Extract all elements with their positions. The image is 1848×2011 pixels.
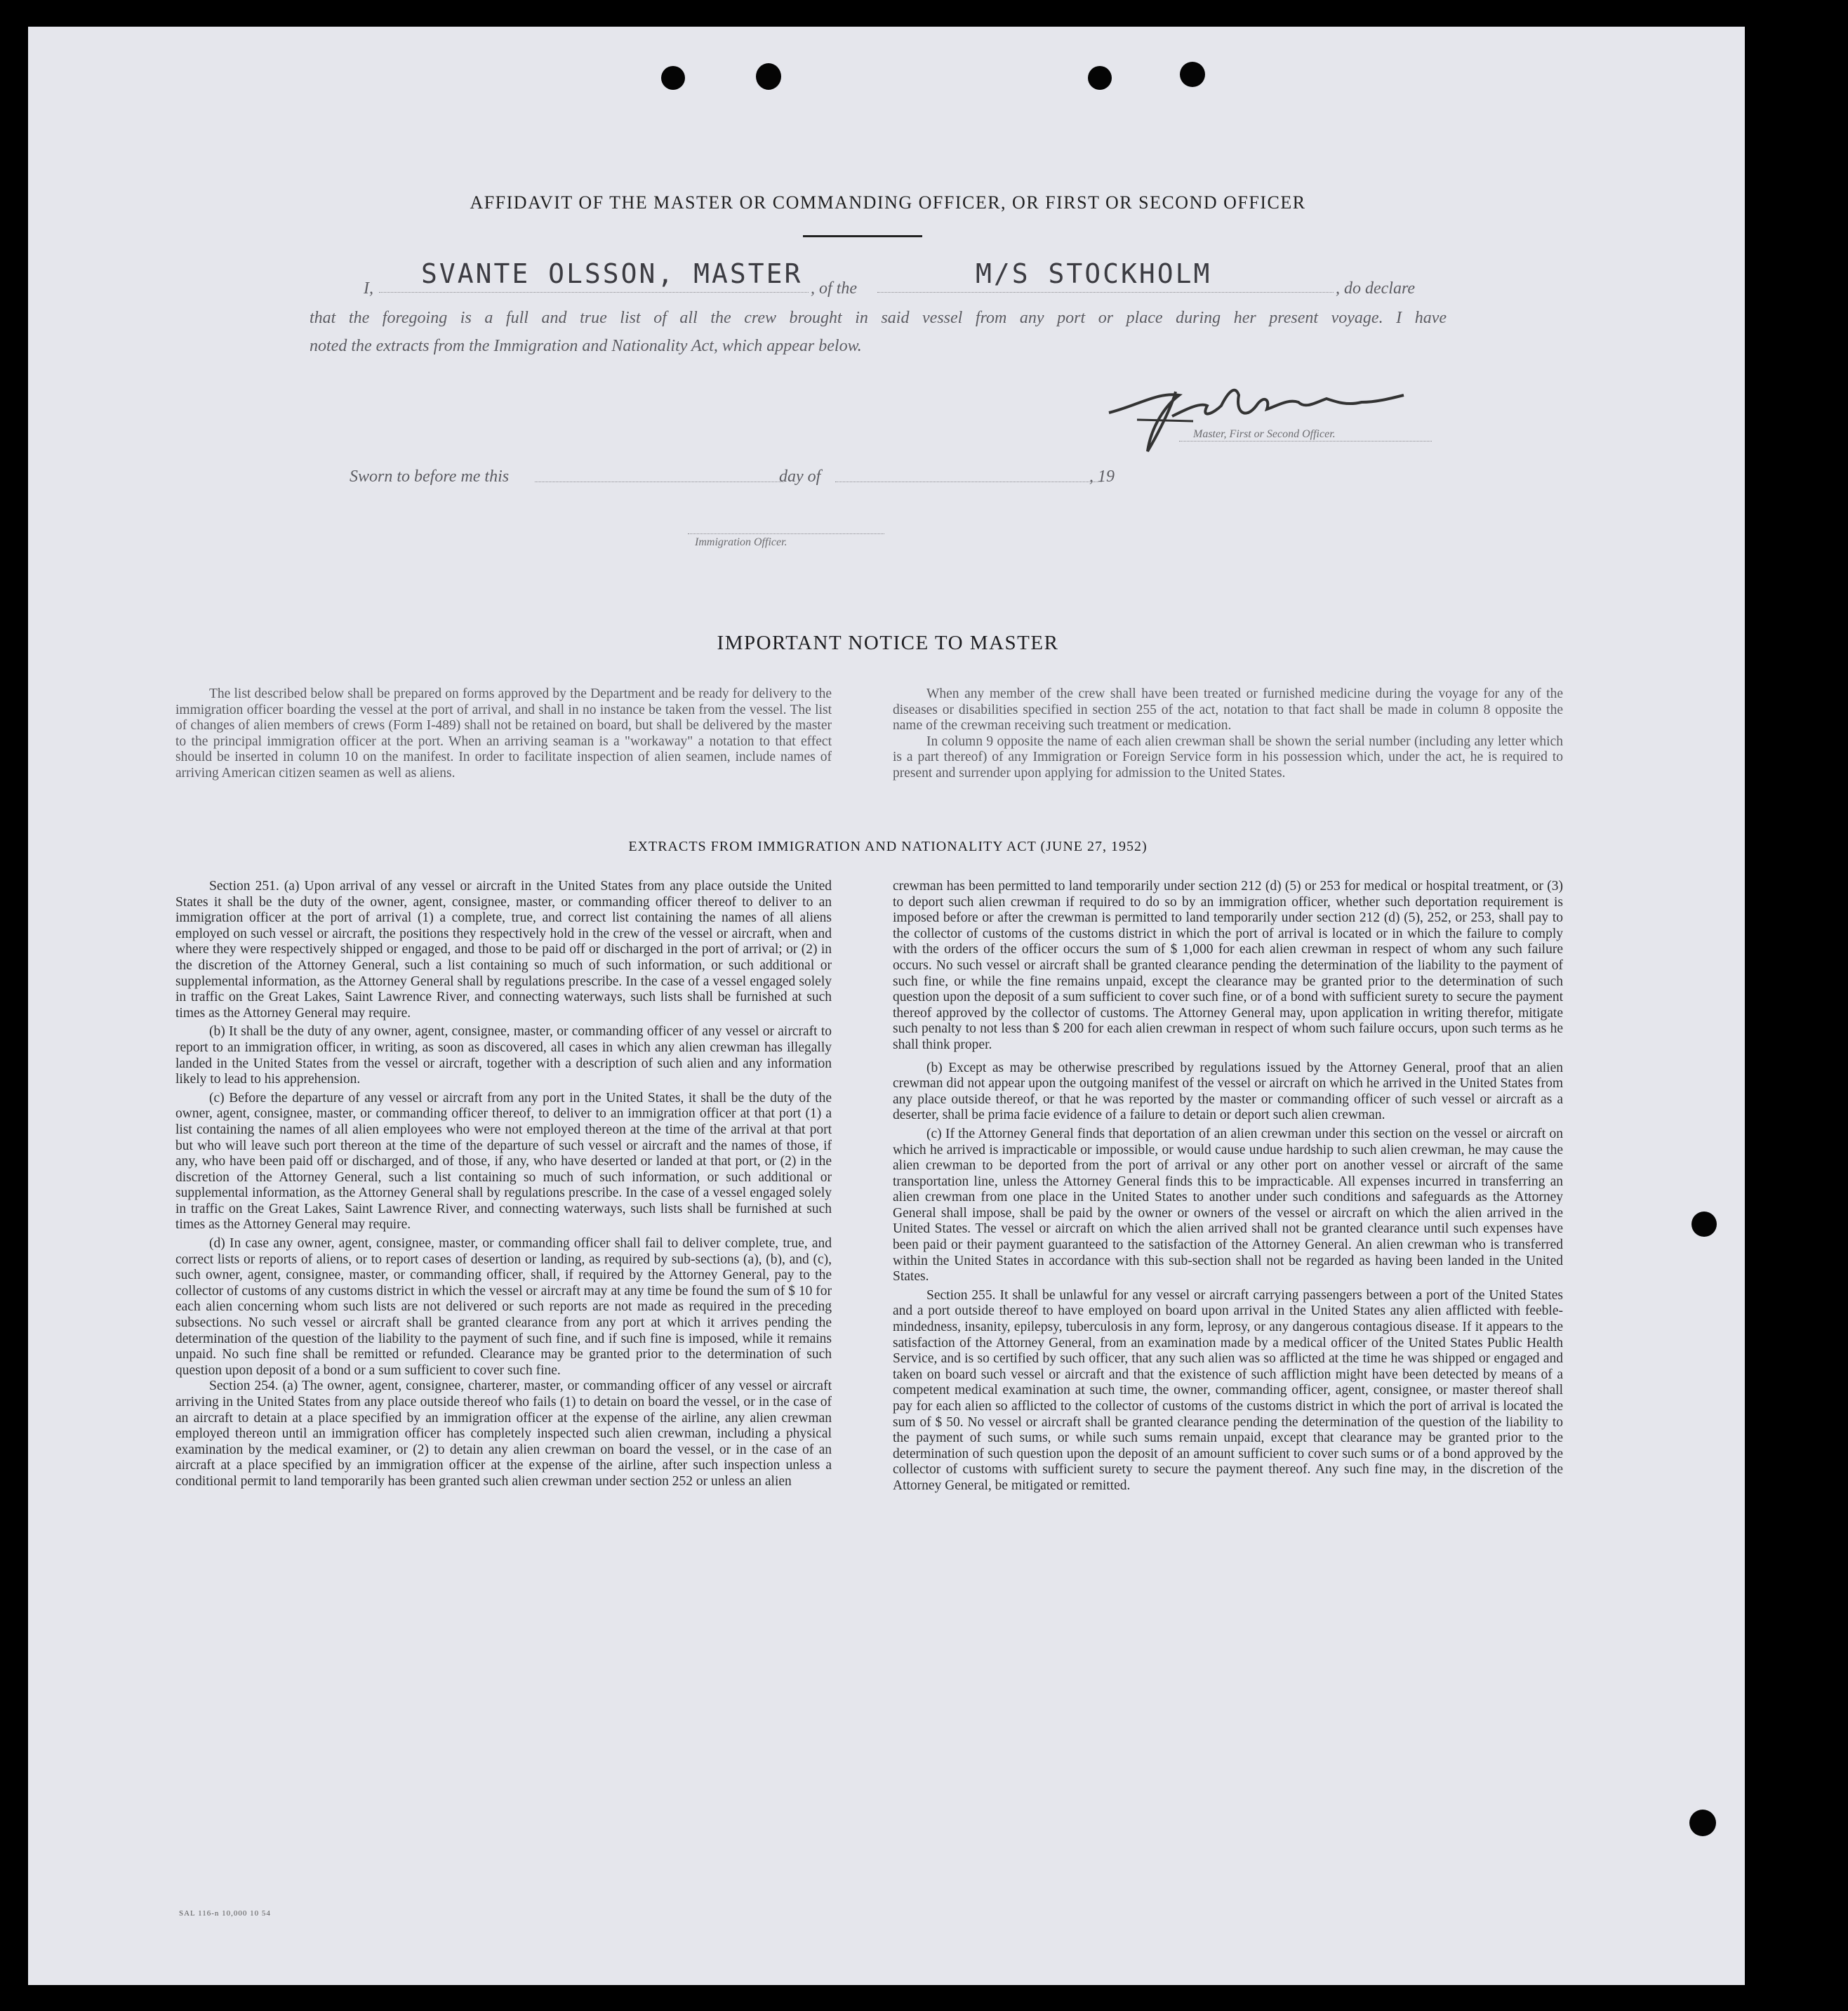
section-254-c: (c) If the Attorney General finds that deportation of an alien crewman under this section on the vessel or aircraft on which he arrived is impracticable or impossible, or would cause undue hardship to such alien crewman, he may cause the alien crewman to be deported from the port of arrival or any other port on another vessel or aircraft of the same transportation line, unless the Attorney General finds this to be impracticable. All expenses incurred in transferring an alien crewman from one place in the United States to another under such conditions and safeguards as the Attorney General shall impose, shall be paid by the owner or owners of the vessel or aircraft on which the alien arrived in the United States. The vessel or aircraft on which the alien arrived shall not be granted clearance until such expenses have been paid or their payment guaranteed to the satisfaction of the Attorney General. An alien crewman who is transferred within the United States in accordance with this sub-section shall not be regarded as having been landed in the United States. (893, 1126, 1563, 1285)
officer-signature-line (688, 533, 884, 534)
form-number: SAL 116-n 10,000 10 54 (179, 1909, 271, 1918)
notice-title: IMPORTANT NOTICE TO MASTER (717, 632, 1059, 654)
notice-right-paragraph: When any member of the crew shall have been treated or furnished medicine during the voyage for any of the diseases or disabilities specified in section 255 of the act, notation to that fact shall be made in column 8 opposite the name of the crewman receiving such treatment or medication. In column 9 opposite the name of each alien crewman shall be shown the serial number (including any letter which is a part thereof) of any Immigration or Foreign Service form in his possession which, under the act, he is required to present and surrender upon applying for admission to the United States. (893, 686, 1563, 781)
extracts-right-column (893, 879, 1563, 1494)
name-blank (379, 292, 809, 293)
section-254-a-cont: crewman has been permitted to land temporarily under section 212 (d) (5) or 253 for medical or hospital treatment, or (3) to deport such alien crewman if required to do so by an immigration officer, whether such deportation requirement is imposed before or after the crewman is permitted to land temporarily under section 212 (d) (5), 252, or 253, shall pay to the collector of customs of the customs district in which the port of arrival is located or in which the failure to comply with the orders of the officer occurs the sum of $ 1,000 for each alien crewman in respect of whom any such failure occurs. No such vessel or aircraft shall be granted clearance pending the determination of the liability to the payment of such fine, or while the fine remains unpaid, except the clearance may be granted prior to the determination of such question upon the deposit of a sum sufficient to cover such fine, or of a bond with sufficient surety to secure the payment thereof approved by the collector of customs. The Attorney General may, upon application in writing therefor, mitigate such penalty to not less than $ 200 for each alien crewman in respect of whom such failure occurs, upon such terms as he shall think proper. (893, 879, 1563, 1052)
punch-hole (661, 66, 685, 90)
year-label: , 19 (1089, 467, 1115, 486)
notice-left-paragraph: The list described below shall be prepared on forms approved by the Department and be ready for delivery to the immigration officer boarding the vessel at the port of arrival, and shall in no instance be taken from the vessel. The list of changes of alien members of crews (Form I-489) shall not be retained on board, but shall be delivered by the master to the principal immigration officer at the port. When an arriving seaman is a "workaway" a notation to that effect should be inserted in column 10 on the manifest. In order to facilitate inspection of alien seamen, include names of arriving American citizen seamen as well as aliens. (175, 686, 832, 781)
section-254-b: (b) Except as may be otherwise prescribed by regulations issued by the Attorney General, proof that an alien crewman did not appear upon the outgoing manifest of the vessel or aircraft on which he arrived in the United States from any place outside thereof, or that he was reported by the master or commanding officer of such vessel or aircraft as a deserter, shall be prima facie evidence of a failure to detain or deport such alien crewman. (893, 1060, 1563, 1123)
vessel-blank (877, 292, 1334, 293)
master-signature (1095, 364, 1411, 462)
signature-caption: Master, First or Second Officer. (1193, 428, 1336, 440)
declaration-line-2: noted the extracts from the Immigration and Nationality Act, which appear below. (310, 337, 862, 355)
day-of-label: day of (779, 467, 821, 486)
extracts-title: EXTRACTS FROM IMMIGRATION AND NATIONALITY ACT (JUNE 27, 1952) (628, 839, 1148, 854)
section-254-a: Section 254. (a) The owner, agent, consignee, charterer, master, or commanding officer of any vessel or aircraft arriving in the United States from any place outside thereof who fails (1) to detain on board the vessel, or in the case of an aircraft to detain at a place specified by an immigration officer at the expense of the airline, any alien crewman employed thereon until an immigration officer has completely inspected such alien crewman, including a physical examination by the medical examiner, or (2) to detain any alien crewman on board the vessel, or in the case of an aircraft at a place specified by an immigration officer at the expense of the airline, after such inspection unless a conditional permit to land temporarily has been granted such alien crewman under section 252 or unless an alien (175, 1379, 832, 1489)
extracts-left-column (175, 879, 832, 1490)
i-label: I, (364, 279, 373, 298)
vessel-name-handwritten: M/S STOCKHOLM (976, 258, 1212, 289)
document-page (28, 27, 1745, 1985)
do-declare-label: , do declare (1336, 279, 1416, 298)
punch-hole (1180, 62, 1205, 87)
section-251-a: Section 251. (a) Upon arrival of any vessel or aircraft in the United States from any place outside the United States it shall be the duty of the owner, agent, consignee, master, or commanding officer thereof to deliver to an immigration officer at the port of arrival (1) a complete, true, and correct list containing the names of all aliens employed on such vessel or aircraft, the positions they respectively hold in the crew of the vessel or aircraft, when and where they were respectively shipped or engaged, and those to be paid off or discharged in the port of arrival; or (2) in the discretion of the Attorney General, such a list containing so much of such information, or such additional or supplemental information, as the Attorney General shall by regulations prescribe. In the case of a vessel engaged solely in traffic on the Great Lakes, Saint Lawrence River, and connecting waterways, such lists shall be furnished at such times as the Attorney General may require. (175, 879, 832, 1021)
section-251-b: (b) It shall be the duty of any owner, agent, consignee, master, or commanding officer of any vessel or aircraft to report to an immigration officer, in writing, as soon as discovered, all cases in which any alien crewman has illegally landed in the United States from the vessel or aircraft, together with a description of such alien and any information likely to lead to his apprehension. (175, 1024, 832, 1087)
punch-hole (1689, 1810, 1716, 1836)
section-255: Section 255. It shall be unlawful for any vessel or aircraft carrying passengers between a port of the United States and a port outside thereof to have employed on board upon arrival in the United States any alien afflicted with feeble-mindedness, insanity, epilepsy, tuberculosis in any form, leprosy, or any dangerous contagious disease. If it appears to the satisfaction of the Attorney General, from an examination made by a medical officer of the United States Public Health Service, and is so certified by such officer, that any such alien was so afflicted at the time he was shipped or engaged and taken on board such vessel or aircraft and that the existence of such affliction might have been detected by means of a competent medical examination at such time, the owner, commanding officer, agent, consignee, or master thereof shall pay for each alien so afflicted to the collector of customs of the customs district in which the port of arrival is located the sum of $ 50. No vessel or aircraft shall be granted clearance pending the determination of the question of the liability to the payment of such sums, or while such sums remain unpaid, except that clearance may be granted prior to the determination of such question upon the deposit of an amount sufficient to cover such sums or of a bond approved by the collector of customs with sufficient surety to secure the payment thereof. Any such fine may, in the discretion of the Attorney General, be mitigated or remitted. (893, 1287, 1563, 1493)
affidavit-title: AFFIDAVIT OF THE MASTER OR COMMANDING OFFICER, OR FIRST OR SECOND OFFICER (470, 192, 1306, 213)
signature-line (1179, 441, 1432, 442)
master-name-handwritten: SVANTE OLSSON, MASTER (421, 258, 803, 289)
punch-hole (1088, 66, 1112, 90)
officer-caption: Immigration Officer. (695, 536, 787, 548)
of-the-label: , of the (811, 279, 857, 298)
punch-hole (1691, 1212, 1717, 1237)
punch-hole (756, 63, 781, 90)
declaration-line-1: that the foregoing is a full and true list of all the crew brought in said vessel from any port or place during her present voyage. I have (310, 309, 1447, 327)
section-251-d: (d) In case any owner, agent, consignee, master, or commanding officer shall fail to deliver complete, true, and correct lists or reports of aliens, or to report cases of desertion or landing, as required by sub-sections (a), (b), and (c), such owner, agent, consignee, master, or commanding officer, shall, if required by the Attorney General, pay to the collector of customs of any customs district in which the vessel or aircraft may at any time be found the sum of $ 10 for each alien concerning whom such lists are not delivered or such reports are not made as required in the preceding subsections. No such vessel or aircraft shall be granted clearance from any port at which it arrives pending the determination of the question of the liability to the payment of such fine, and if such fine is imposed, while it remains unpaid. No such fine shall be remitted or refunded. Clearance may be granted prior to the determination of such question upon deposit of a bond or a sum sufficient to cover such fine. (175, 1236, 832, 1378)
sworn-label: Sworn to before me this (350, 467, 510, 486)
title-rule (803, 235, 922, 237)
section-251-c: (c) Before the departure of any vessel or aircraft from any port in the United States, it shall be the duty of the owner, agent, consignee, master, or commanding officer thereof, to deliver to an immigration officer at that port (1) a list containing the names of all alien employees who were not employed thereon at the time of the arrival at that port but who will leave such port thereon at the time of the departure of such vessel or aircraft and the names of those, if any, who have been paid off or discharged, and of those, if any, who have deserted or landed at that port, or (2) in the discretion of the Attorney General, such a list containing so much of such information, or such additional or supplemental information, as the Attorney General shall by regulations prescribe. In the case of a vessel engaged solely in traffic on the Great Lakes, Saint Lawrence River, and connecting waterways, such lists shall be furnished at such times as the Attorney General may require. (175, 1090, 832, 1233)
